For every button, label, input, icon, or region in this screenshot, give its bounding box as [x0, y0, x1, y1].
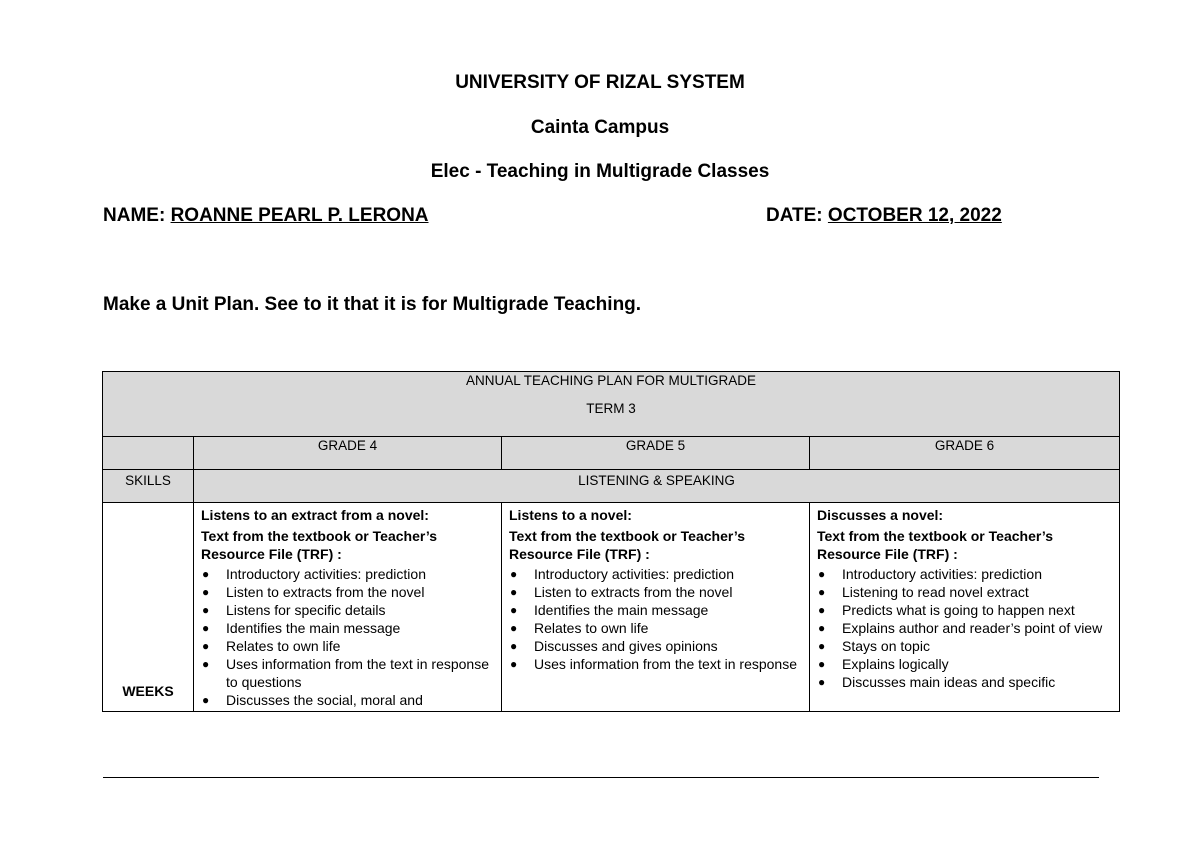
table-title-row	[103, 372, 1120, 437]
grade-6-source: Text from the textbook or Teacher’s Resource File (TRF) :	[817, 528, 1053, 562]
grade-6-heading: Discusses a novel:	[817, 507, 944, 523]
list-item: ● Explains author and reader’s point of view	[818, 620, 1103, 636]
list-item: ● Introductory activities: prediction	[202, 566, 426, 582]
list-item: ● Introductory activities: prediction	[818, 566, 1042, 582]
list-item: ● Uses information from the text in response	[510, 656, 798, 672]
list-item: ● Listen to extracts from the novel	[202, 584, 425, 600]
bullet-icon: ●	[510, 585, 518, 599]
list-item: ● Discusses main ideas and specific	[818, 674, 1056, 690]
instruction-text: Make a Unit Plan. See to it that it is for Multigrade Teaching.	[103, 294, 642, 315]
bullet-icon: ●	[818, 567, 826, 581]
bullet-icon: ●	[510, 639, 518, 653]
footer-divider	[103, 777, 1099, 778]
grade-6-content	[810, 503, 1120, 712]
table-term: TERM 3	[586, 401, 636, 416]
course-title: Elec - Teaching in Multigrade Classes	[430, 161, 770, 182]
weeks-label: WEEKS	[103, 503, 194, 712]
list-item: ● Discusses the social, moral and	[202, 692, 423, 708]
grade-5-header: GRADE 5	[502, 437, 810, 470]
grade-5-source: Text from the textbook or Teacher’s Resource File (TRF) :	[509, 528, 745, 562]
bullet-icon: ●	[510, 657, 518, 671]
bullet-icon: ●	[510, 567, 518, 581]
bullet-icon: ●	[818, 585, 826, 599]
list-item: ● Listening to read novel extract	[818, 584, 1029, 600]
name-value: ROANNE PEARL P. LERONA	[170, 205, 429, 226]
university-title: UNIVERSITY OF RIZAL SYSTEM	[455, 72, 745, 93]
skills-label: SKILLS	[103, 470, 194, 503]
date-value: OCTOBER 12, 2022	[827, 205, 1002, 226]
bullet-icon: ●	[818, 621, 826, 635]
grade-4-list	[201, 565, 501, 708]
grade-5-list	[509, 565, 809, 673]
bullet-icon: ●	[510, 603, 518, 617]
grade-6-header: GRADE 6	[810, 437, 1120, 470]
weeks-row	[103, 503, 1120, 712]
grade-4-content	[194, 503, 502, 712]
date-row	[766, 205, 1002, 227]
bullet-icon: ●	[818, 657, 826, 671]
list-item: ● Identifies the main message	[202, 620, 401, 636]
list-item: ● Listens for specific details	[202, 602, 386, 618]
table-title-cell	[103, 372, 1120, 437]
table-title: ANNUAL TEACHING PLAN FOR MULTIGRADE	[466, 373, 757, 388]
teaching-plan-table	[102, 371, 1120, 712]
date-label: DATE:	[766, 205, 823, 226]
grade-4-source: Text from the textbook or Teacher’s Resource File (TRF) :	[201, 528, 437, 562]
list-item: ● Introductory activities: prediction	[510, 566, 734, 582]
campus-name: Cainta Campus	[530, 117, 670, 138]
skills-row	[103, 470, 1120, 503]
list-item: ● Relates to own life	[510, 620, 649, 636]
name-label: NAME:	[103, 205, 166, 226]
bullet-icon: ●	[202, 567, 210, 581]
bullet-icon: ●	[202, 639, 210, 653]
bullet-icon: ●	[202, 657, 210, 671]
list-item: ● Stays on topic	[818, 638, 930, 654]
list-item: ● Predicts what is going to happen next	[818, 602, 1075, 618]
bullet-icon: ●	[818, 675, 826, 689]
skills-value: LISTENING & SPEAKING	[194, 470, 1120, 503]
grade-5-content	[502, 503, 810, 712]
bullet-icon: ●	[510, 621, 518, 635]
list-item: ● Relates to own life	[202, 638, 341, 654]
grade-5-heading: Listens to a novel:	[509, 507, 632, 523]
grade-row	[103, 437, 1120, 470]
bullet-icon: ●	[202, 621, 210, 635]
grade-row-blank	[103, 437, 194, 470]
bullet-icon: ●	[202, 603, 210, 617]
list-item: ● Listen to extracts from the novel	[510, 584, 733, 600]
list-item: ● Uses information from the text in response to questions	[202, 656, 490, 690]
list-item: ● Explains logically	[818, 656, 949, 672]
bullet-icon: ●	[818, 639, 826, 653]
list-item: ● Identifies the main message	[510, 602, 709, 618]
grade-4-header: GRADE 4	[194, 437, 502, 470]
name-row	[103, 205, 429, 227]
bullet-icon: ●	[202, 585, 210, 599]
bullet-icon: ●	[202, 693, 210, 707]
bullet-icon: ●	[818, 603, 826, 617]
list-item: ● Discusses and gives opinions	[510, 638, 718, 654]
grade-6-list	[817, 565, 1119, 691]
grade-4-heading: Listens to an extract from a novel:	[201, 507, 429, 523]
